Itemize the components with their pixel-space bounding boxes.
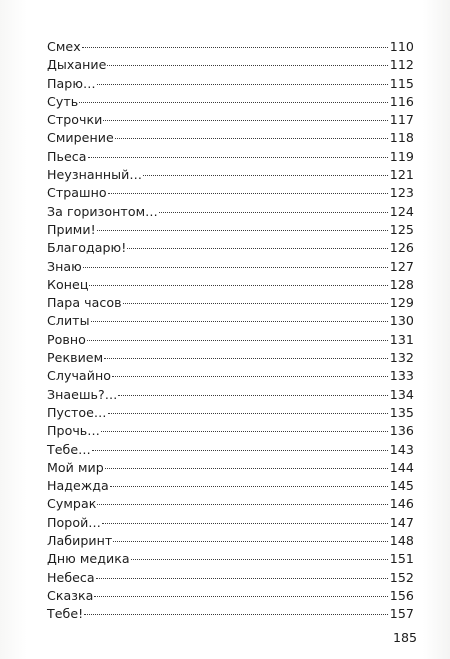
toc-entry-title: Порой… xyxy=(47,514,101,530)
toc-entry-page: 115 xyxy=(389,75,414,91)
dot-leader xyxy=(94,596,387,597)
toc-entry xyxy=(47,203,414,221)
toc-entry xyxy=(47,93,414,111)
toc-entry xyxy=(47,477,414,495)
dot-leader xyxy=(92,450,388,451)
toc-entry xyxy=(47,331,414,349)
toc-entry-page: 117 xyxy=(389,112,414,128)
dot-leader xyxy=(112,376,388,377)
toc-entry-title: Тебе! xyxy=(47,606,84,622)
dot-leader xyxy=(108,193,388,194)
toc-entry-title: Страшно xyxy=(47,185,107,201)
toc-entry-title: Знаю xyxy=(47,258,82,274)
toc-entry-title: За горизонтом… xyxy=(47,203,158,219)
toc-entry-page: 110 xyxy=(389,39,414,54)
toc-entry-title: Случайно xyxy=(47,368,111,384)
dot-leader xyxy=(115,138,388,139)
dot-leader xyxy=(91,321,388,322)
toc-entry xyxy=(47,367,414,385)
dot-leader xyxy=(88,157,388,158)
toc-entry-page: 123 xyxy=(389,185,414,201)
dot-leader xyxy=(131,559,388,560)
toc-entry xyxy=(47,386,414,404)
toc-entry xyxy=(47,148,414,166)
toc-entry-page: 112 xyxy=(389,57,414,73)
dot-leader xyxy=(107,65,387,66)
dot-leader xyxy=(143,175,388,176)
toc-entry xyxy=(47,75,414,93)
toc-entry-title: Пьеса xyxy=(47,148,87,164)
dot-leader xyxy=(103,120,387,121)
toc-entry xyxy=(47,349,414,367)
toc-entry xyxy=(47,605,414,623)
toc-entry-page: 145 xyxy=(389,478,414,494)
dot-leader xyxy=(123,303,388,304)
dot-leader xyxy=(79,102,388,103)
dot-leader xyxy=(97,504,387,505)
toc-entry xyxy=(47,276,414,294)
dot-leader xyxy=(110,486,388,487)
toc-entry-page: 116 xyxy=(389,93,414,109)
toc-entry-page: 157 xyxy=(389,606,414,622)
toc-entry-title: Сумрак xyxy=(47,496,97,512)
toc-entry-title: Строчки xyxy=(47,112,103,128)
toc-entry-page: 127 xyxy=(389,258,414,274)
toc-entry-page: 146 xyxy=(389,496,414,512)
toc-entry-page: 121 xyxy=(389,167,414,183)
dot-leader xyxy=(89,285,387,286)
dot-leader xyxy=(82,47,388,48)
toc-entry xyxy=(47,569,414,587)
toc-entry-title: Суть xyxy=(47,93,79,109)
toc-entry-title: Конец xyxy=(47,276,89,292)
toc-entry-title: Пара часов xyxy=(47,295,122,311)
toc-entry-title: Тебе… xyxy=(47,441,91,457)
toc-entry xyxy=(47,532,414,550)
toc-entry-title: Слиты xyxy=(47,313,90,329)
toc-entry-page: 130 xyxy=(389,313,414,329)
toc-entry-page: 152 xyxy=(389,569,414,585)
dot-leader xyxy=(159,212,388,213)
dot-leader xyxy=(113,541,388,542)
toc-entry xyxy=(47,459,414,477)
toc-entry xyxy=(47,514,414,532)
toc-entry-page: 135 xyxy=(389,404,414,420)
toc-entry-page: 119 xyxy=(389,148,414,164)
toc-entry-page: 134 xyxy=(389,386,414,402)
dot-leader xyxy=(118,395,387,396)
toc-entry-page: 136 xyxy=(389,423,414,439)
toc-entry-page: 124 xyxy=(389,203,414,219)
toc-entry xyxy=(47,587,414,605)
dot-leader xyxy=(83,267,388,268)
toc-entry xyxy=(47,166,414,184)
toc-entry-title: Смех xyxy=(47,39,81,54)
toc-entry-title: Пустое… xyxy=(47,404,107,420)
toc-entry-title: Сказка xyxy=(47,587,94,603)
toc-entry-page: 128 xyxy=(389,276,414,292)
toc-entry-page: 151 xyxy=(389,551,414,567)
toc-entry-title: Парю… xyxy=(47,75,96,91)
toc-entry xyxy=(47,184,414,202)
toc-entry-page: 156 xyxy=(389,587,414,603)
toc-entry-page: 143 xyxy=(389,441,414,457)
toc-entry xyxy=(47,129,414,147)
toc-entry xyxy=(47,294,414,312)
toc-entry-page: 132 xyxy=(389,350,414,366)
toc-entry-page: 133 xyxy=(389,368,414,384)
toc-entry xyxy=(47,56,414,74)
dot-leader xyxy=(97,230,388,231)
toc-entry-page: 144 xyxy=(389,459,414,475)
dot-leader xyxy=(101,431,388,432)
toc-entry-page: 125 xyxy=(389,221,414,237)
toc-entry-title: Мой мир xyxy=(47,459,104,475)
table-of-contents xyxy=(47,38,414,624)
toc-entry xyxy=(47,111,414,129)
dot-leader xyxy=(108,413,388,414)
toc-entry-title: Прочь… xyxy=(47,423,100,439)
toc-entry-title: Знаешь?… xyxy=(47,386,118,402)
toc-entry-title: Неузнанный… xyxy=(47,167,143,183)
dot-leader xyxy=(96,578,388,579)
toc-entry xyxy=(47,404,414,422)
toc-entry-title: Ровно xyxy=(47,331,86,347)
toc-entry-title: Дыхание xyxy=(47,57,107,73)
toc-entry xyxy=(47,258,414,276)
toc-entry xyxy=(47,239,414,257)
toc-entry-title: Прими! xyxy=(47,221,96,237)
toc-entry-title: Дню медика xyxy=(47,551,130,567)
toc-entry-title: Смирение xyxy=(47,130,114,146)
toc-entry-page: 147 xyxy=(389,514,414,530)
page-number: 185 xyxy=(393,630,418,645)
toc-entry-page: 131 xyxy=(389,331,414,347)
toc-entry-page: 148 xyxy=(389,533,414,549)
toc-entry-page: 118 xyxy=(389,130,414,146)
dot-leader xyxy=(84,614,388,615)
toc-entry xyxy=(47,38,414,56)
dot-leader xyxy=(97,84,388,85)
toc-entry-page: 126 xyxy=(389,240,414,256)
dot-leader xyxy=(104,358,388,359)
toc-entry-title: Реквием xyxy=(47,350,104,366)
dot-leader xyxy=(127,248,387,249)
toc-entry xyxy=(47,312,414,330)
toc-entry-title: Благодарю! xyxy=(47,240,127,256)
dot-leader xyxy=(102,523,388,524)
toc-entry xyxy=(47,221,414,239)
toc-entry xyxy=(47,495,414,513)
dot-leader xyxy=(105,468,388,469)
toc-entry-title: Надежда xyxy=(47,478,109,494)
dot-leader xyxy=(87,340,388,341)
toc-entry-page: 129 xyxy=(389,295,414,311)
toc-entry-title: Небеса xyxy=(47,569,95,585)
toc-entry xyxy=(47,441,414,459)
toc-entry-title: Лабиринт xyxy=(47,533,113,549)
toc-entry xyxy=(47,550,414,568)
toc-entry xyxy=(47,422,414,440)
